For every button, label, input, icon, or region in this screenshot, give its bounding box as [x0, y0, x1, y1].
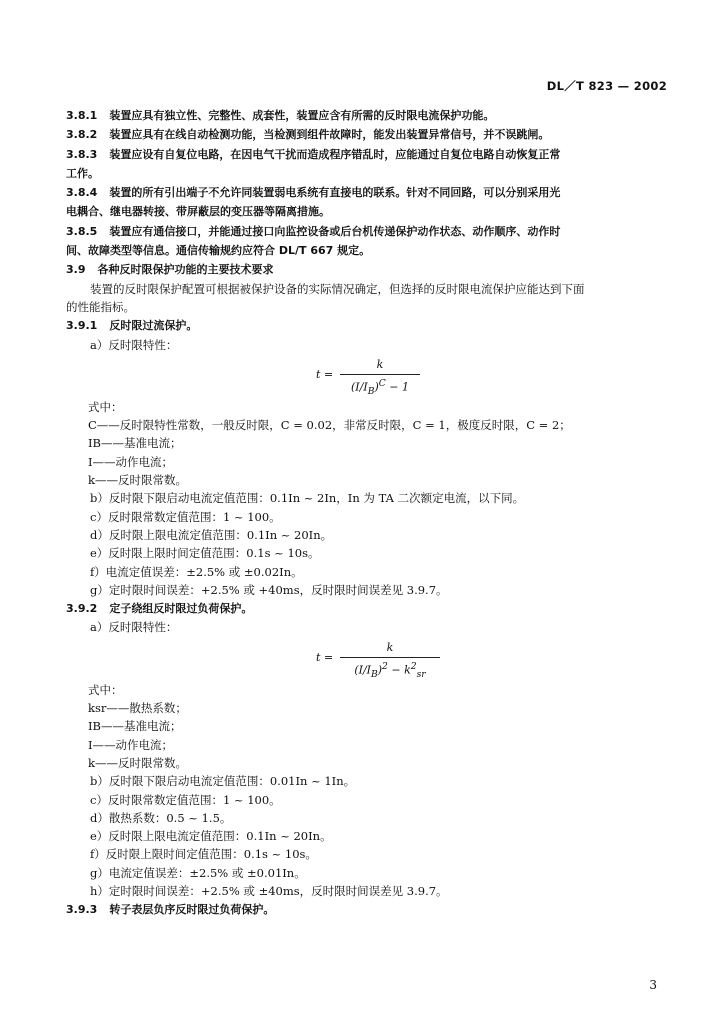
list-item: f）电流定值误差：±2.5% 或 ±0.02In。 — [90, 564, 303, 579]
clause-3-9-1-a: a）反时限特性： — [90, 337, 178, 352]
clause-3-8-4-cont: 电耦合、继电器转接、带屏蔽层的变压器等隔离措施。 — [66, 205, 330, 219]
clause-3-8-1: 3.8.1 装置应具有独立性、完整性、成套性，装置应含有所需的反时限电流保护功能。 — [66, 109, 495, 122]
list-item: g）定时限时间误差：+2.5% 或 +40ms，反时限时间误差见 3.9.7。 — [90, 582, 448, 597]
clause-3-8-3: 3.8.3 装置应设有自复位电路，在因电气干扰而造成程序错乱时，应能通过自复位电路自动恢复正常 — [66, 147, 561, 161]
clause-3-9-1-heading: 3.9.1 反时限过流保护。 — [66, 319, 198, 333]
clause-3-8-2: 3.8.2 装置应具有在线自动检测功能，当检测到组件故障时，能发出装置异常信号，并不误跳闸。 — [66, 128, 550, 142]
formula-stator-overload: t = $\frac{k}{(I/I_B)^2 - k^2_{sr}}$ — [66, 637, 671, 681]
list-item: b）反时限下限启动电流定值范围：0.01In ~ 1In。 — [90, 774, 356, 789]
list-item: c）反时限常数定值范围：1 ~ 100。 — [90, 792, 281, 807]
clause-3-8-5: 3.8.5 装置应有通信接口，并能通过接口向监控设备或后台机传递保护动作状态、动作顺序、动作时 — [66, 224, 561, 238]
list-item: g）电流定值误差：±2.5% 或 ±0.01In。 — [90, 865, 306, 880]
definition-item: IB——基准电流； — [88, 436, 182, 451]
section-3-9-intro-cont: 的性能指标。 — [66, 299, 135, 314]
running-header: DL／T 823 — 2002 — [546, 79, 667, 93]
clause-3-8-4: 3.8.4 装置的所有引出端子不允许同装置弱电系统有直接电的联系。针对不同回路，可以分别采用光 — [66, 186, 561, 200]
list-item: c）反时限常数定值范围：1 ~ 100。 — [90, 509, 281, 524]
list-item: f）反时限上限时间定值范围：0.1s ~ 10s。 — [90, 847, 317, 862]
clause-3-8-5-cont: 间、故障类型等信息。通信传输规约应符合 DL/T 667 规定。 — [66, 244, 371, 258]
definition-item: IB——基准电流； — [88, 719, 182, 734]
section-3-9-heading: 3.9 各种反时限保护功能的主要技术要求 — [66, 263, 274, 277]
list-item: e）反时限上限时间定值范围：0.1s ~ 10s。 — [90, 546, 320, 561]
definition-item: I——动作电流； — [88, 454, 174, 469]
clause-3-9-2-where: 式中： — [88, 682, 123, 697]
clause-3-9-1-where: 式中： — [88, 399, 123, 414]
list-item: d）反时限上限电流定值范围：0.1In ~ 20In。 — [90, 527, 333, 542]
clause-3-9-2-a: a）反时限特性： — [90, 620, 178, 635]
definition-item: ksr——散热系数； — [88, 701, 187, 716]
formula-inverse-overcurrent: t = $\frac{k}{(I/I_B)^C - 1}$ — [66, 354, 671, 398]
clause-3-9-3-heading: 3.9.3 转子表层负序反时限过负荷保护。 — [66, 903, 275, 917]
definition-item: C——反时限特性常数，一般反时限，C = 0.02，非常反时限，C = 1，极度反时限，C = 2； — [88, 418, 571, 433]
body-text — [66, 106, 671, 920]
definition-item: k——反时限常数。 — [88, 755, 187, 770]
list-item: d）散热系数：0.5 ~ 1.5。 — [90, 810, 232, 825]
definition-item: I——动作电流； — [88, 737, 174, 752]
clause-3-8-3-cont: 工作。 — [66, 166, 99, 180]
list-item: h）定时限时间误差：+2.5% 或 ±40ms，反时限时间误差见 3.9.7。 — [90, 883, 448, 898]
section-3-9-intro: 装置的反时限保护配置可根据被保护设备的实际情况确定，但选择的反时限电流保护应能达到下面 — [90, 281, 585, 296]
page-number: 3 — [649, 978, 657, 992]
list-item: b）反时限下限启动电流定值范围：0.1In ~ 2In，In 为 TA 二次额定电流，以下同。 — [90, 491, 525, 506]
definition-item: k——反时限常数。 — [88, 473, 187, 488]
clause-3-9-2-heading: 3.9.2 定子绕组反时限过负荷保护。 — [66, 602, 253, 616]
list-item: e）反时限上限电流定值范围：0.1In ~ 20In。 — [90, 829, 332, 844]
